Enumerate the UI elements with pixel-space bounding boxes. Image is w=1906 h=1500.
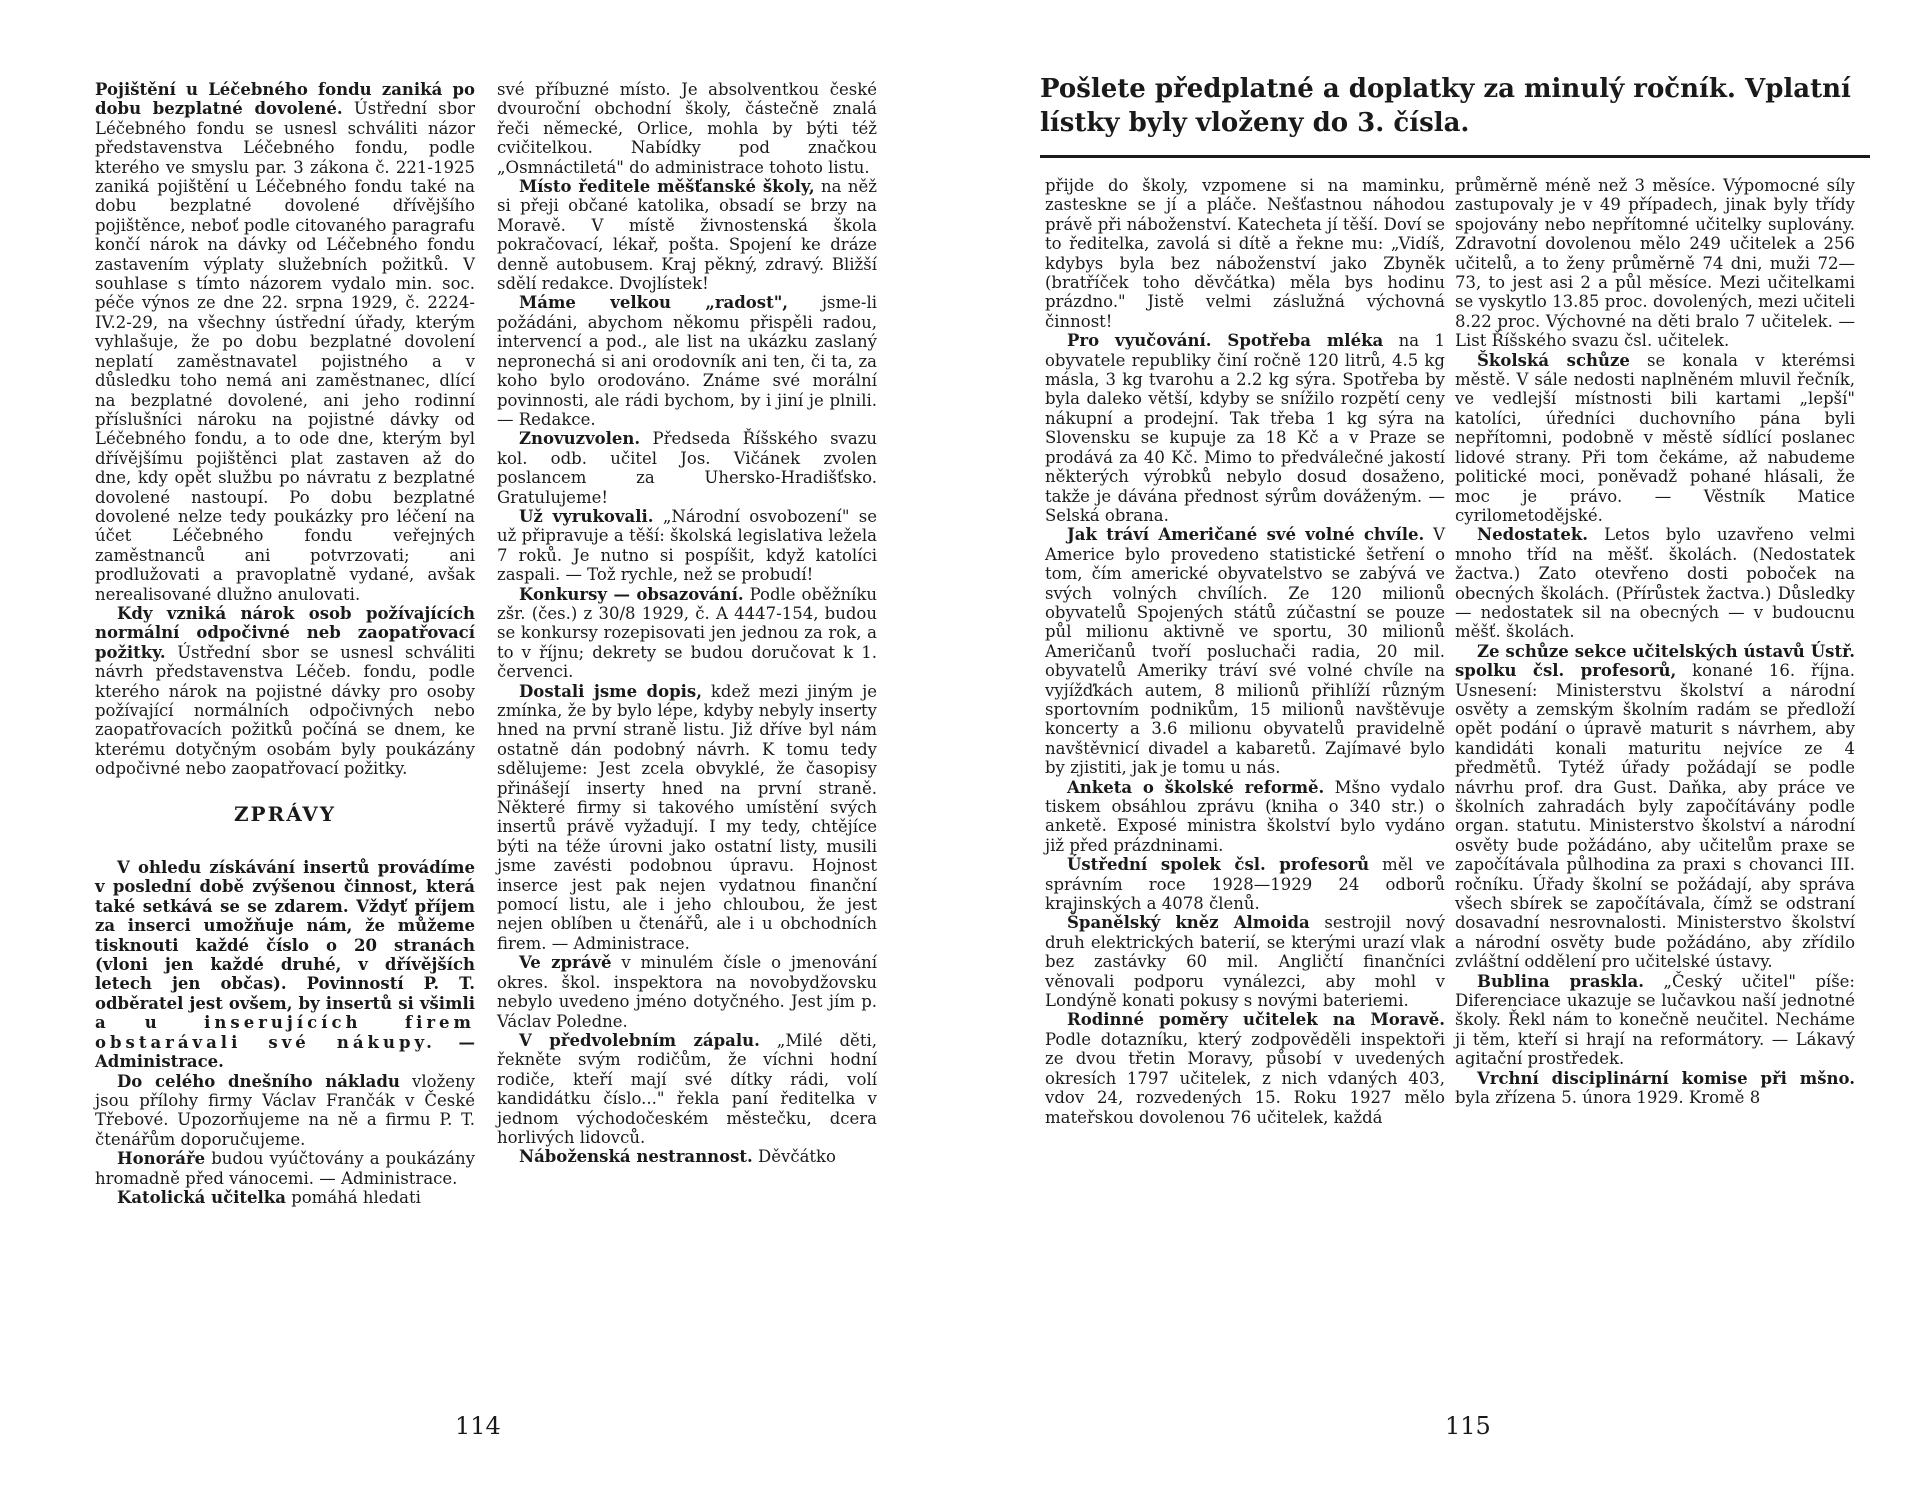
right-page bbox=[1000, 0, 1906, 1500]
section-title-zpravy: ZPRÁVY bbox=[233, 801, 337, 826]
heading-divider bbox=[1040, 155, 1870, 158]
article-school-meeting: Školská schůze se konala v kterémsi městě. V sále nedosti naplněném mluvil řečník, ve vedlejší místnosti bili kartami „lepší" katolíci, úředníci duchovního pána byli nepřítomni, podobně v městě sídlící poslanec lidové strany. Při tom čekáme, až nabudeme politické moci, poněvadž pohané hlásali, že moc je právo. — Věstník Matice cyrilometodějské. bbox=[1455, 350, 1855, 525]
article-professors: Ústřední spolek čsl. profesorů měl ve správním roce 1928—1929 24 odborů krajinských a 4078 členů. bbox=[1045, 855, 1445, 914]
notice-joy: Máme velkou „radost", jsme-li požádáni, abychom někomu přispěli radou, intervencí a pod., ale list na ukázku zaslaný nepronechá si ani orodovník ani ten, či ta, za koho bylo orodováno. Známe své morální povinnosti, ale rádi bychom, by i jiní je plnili. — Redakce. bbox=[497, 293, 878, 429]
article-bubble: Bublina praskla. „Český učitel" píše: Diferenciace ukazuje se lučavkou naší jednotné školy. Řekl nám to konečně neučitel. Necháme ji těm, kteří si hrají na reformátory. — Lákavý agitační prostředek. bbox=[1455, 971, 1855, 1069]
notice-rallied: Už vyrukovali. „Národní osvobození" se už připravuje a těší: školská legislativa ležela 7 roků. Je nutno si pospíšit, když katolíci zaspali. — Tož rychle, než se probudí! bbox=[497, 506, 877, 585]
right-page-column-2 bbox=[1455, 176, 1855, 1108]
notice-report: Ve zprávě v minulém čísle o jmenování okres. škol. inspektora na novobydžovsku nebylo uvedeno jméno dotyčného. Jest jím p. Václav Poledne. bbox=[497, 953, 877, 1031]
article-milk: Pro vyučování. Spotřeba mléka na 1 obyvatele republiky činí ročně 120 litrů, 4.5 kg másla, 3 kg tvarohu a 2.2 kg sýra. Spotřeba by byla daleko větší, kdyby se snížilo rozpětí ceny nákupní a prodejní. Tak třeba 1 kg sýra na Slovensku se kupuje za 18 Kč a v Praze se prodává za 40 Kč. Mimo to předválečné jakostí některých výrobků nebylo dosud dosaženo, takže je dávána přednost sýrům dováženým. — Selská obrana. bbox=[1045, 331, 1445, 525]
notice-supplements: Do celého dnešního nákladu vloženy jsou přílohy firmy Václav Frančák v České Třebové. Upozorňujeme na ně a firmu P. T. čtenářům doporučujeme. bbox=[95, 1071, 475, 1149]
article-commission: Vrchní disciplinární komise při mšno. byla zřízena 5. února 1929. Kromě 8 bbox=[1455, 1068, 1855, 1108]
right-page-column-1 bbox=[1045, 176, 1445, 1127]
left-page-column-2 bbox=[497, 80, 877, 1167]
notice-election: V předvolebním zápalu. „Milé děti, řekněte svým rodičům, že víchni hodní rodiče, kteří mají své dítky rádi, volí kandidátku číslo..." řekla paní ředitelka v jednom východočeském městečku, dcera horlivých lidovců. bbox=[497, 1030, 877, 1147]
article-continuation: přijde do školy, vzpomene si na maminku, zasteskne se jí a pláče. Nešťastnou náhodou právě při náboženství. Katecheta jí těší. Doví se to ředitelka, zavolá si dítě a řekne mu: „Vidíš, kdybys byla bez náboženství jako Zbyněk (bratříček toho děvčátka) měla bys hodinu prázdno." Jistě velmi záslužná výchovná činnost! bbox=[1045, 176, 1445, 331]
article-entitlement: Kdy vzniká nárok osob požívajících normální odpočivné neb zaopatřovací požitky. Ústřední sbor se usnesl schváliti návrh představenstva Léčeb. fondu, podle kterého nárok na pojistné dávky pro osoby požívající normálních odpočivných nebo zaopatřovacích požitků počíná se dnem, ke kterému dotyčným osobám byly poukázány odpočivné nebo zaopatřovací požitky. bbox=[95, 603, 476, 779]
article-continuation-2: průměrně méně než 3 měsíce. Výpomocné síly zastupovaly je v 49 případech, jinak byly třídy spojovány nebo nepřítomné učitelky suplovány. Zdravotní dovolenou mělo 249 učitelek a 256 učitelů, a to ženy průměrně 74 dni, muži 72—73, to jest asi 2 a půl měsíce. Mezi učitelkami se vyskytlo 13.85 proc. dovolených, mezi učiteli 8.22 proc. Výchovné na děti bralo 7 učitelek. — List Říšského svazu čsl. učitelek. bbox=[1455, 176, 1855, 351]
article-school-reform: Anketa o školské reformě. Mšno vydalo tiskem obsáhlou zprávu (kniha o 340 str.) o anketě. Exposé ministra školství bylo vydáno již před prázdninami. bbox=[1045, 777, 1446, 855]
article-shortage: Nedostatek. Letos bylo uzavřeno velmi mnoho tříd na měšť. školách. (Nedostatek žactva.) Zato otevřeno dosti poboček na obecných školách. (Přírůstek žactva.) Důsledky — nedostatek sil na obecných — v budoucnu měšť. školách. bbox=[1455, 525, 1856, 642]
notice-reelected: Znovuzvolen. Předseda Říšského svazu kol. odb. učitel Jos. Vičánek zvolen poslancem za Uhersko-Hradišťsko. Gratulujeme! bbox=[497, 429, 878, 507]
article-americans: Jak tráví Američané své volné chvíle. V Americe bylo provedeno statistické šetření o tom, čím americké obyvatelstvo se zabývá ve svých volných chvílích. Ze 120 milionů obyvatelů Spojených států zúčastní se pouze půl milionu aktivně ve sportu, 30 milionů Američanů tvoří posluchači radia, 20 mil. obyvatelů Ameriky tráví své volné chvíle na vyjížďkách autem, 8 milionů přihlíží různým sportovním podnikům, 15 milionů navštěvuje koncerty a 3.6 milionu obyvatelů pravidelně navštěvnicí divadel a kabaretů. Zajímavé bylo by zjistiti, jak je tomu u nás. bbox=[1045, 525, 1446, 778]
article-priest: Španělský kněz Almoida sestrojil nový druh elektrických baterií, se kterými urazí vlak bez zastávky 60 mil. Angličtí finančníci věnovali podporu vynálezci, aby mohl v Londýně konati pokusy s novými bateriemi. bbox=[1045, 913, 1445, 1011]
notice-neutrality: Náboženská nestrannost. Děvčátko bbox=[519, 1147, 836, 1167]
notice-catholic-teacher: Katolická učitelka pomáhá hledati bbox=[117, 1187, 421, 1207]
article-insurance: Pojištění u Léčebného fondu zaniká po dobu bezplatné dovolené. Ústřední sbor Léčebného fondu se usnesl schváliti názor představenstva Léčebného fondu, podle kterého ve smyslu par. 3 zákona č. 221-1925 zaniká pojištění u Léčebného fondu také na dobu bezplatné dovolené dřívějšího pojištěnce, neboť podle citovaného paragrafu končí nárok na dávky od Léčebného fondu zastavením výplaty služebních požitků. V souhlase s tímto názorem vydalo min. soc. péče výnos ze dne 22. srpna 1929, č. 2224-IV.2-29, na všechny ústřední úřady, kterým vyhlašuje, že po dobu bezplatné dovolení neplatí zaměstnavatel pojistného a v důsledku toho nemá ani zaměstnanec, dlící na bezplatné dovolené, ani jeho rodinní příslušníci nároku na pojistné dávky od Léčebného fondu, a to ode dne, kterým byl dřívějšímu pojištěnci plat zastaven až do dne, kdy opět službu po návratu z bezplatné dovolené nastoupí. Po dobu bezplatné dovolené nelze tedy poukázky pro léčení na účet Léčebného fondu veřejných zaměstnanců ani potvrzovati; ani prodlužovati a pravoplatně vydané, avšak nerealisované dlužno anulovati. bbox=[95, 80, 475, 604]
notice-competitions: Konkursy — obsazování. Podle oběžníku zšr. (čes.) z 30/8 1929, č. A 4447-154, budou se konkursy rozepisovati jen jednou za rok, a to v říjnu; dekrety se budou doručovat k 1. červenci. bbox=[497, 584, 877, 682]
page-number: 115 bbox=[1445, 1412, 1491, 1440]
article-family: Rodinné poměry učitelek na Moravě. Podle dotazníku, který zodpověděli inspektoři ze dvou třetin Moravy, působí v uvedených okresích 1797 učitelek, z nich vdaných 403, vdov 24, rozvedených 15. Roku 1927 mělo mateřskou dovolenou 76 učitelek, každá bbox=[1045, 1010, 1445, 1127]
page-heading: Pošlete předplatné a doplatky za minulý ročník. Vplatní lístky byly vloženy do 3. čísla. bbox=[1040, 74, 1851, 138]
article-section-meeting: Ze schůze sekce učitelských ústavů Ústř. spolku čsl. profesorů, konané 16. října. Usnesení: Ministerstvu školství a národní osvěty a zemským školním radám se předloží opět podání o úpravě maturit s návrhem, aby kandidáti konali maturitu nejvíce ze 4 předmětů. Tytéž úřady požádají se podle návrhu prof. dra Gust. Daňka, aby práce ve školních zahradách byly započítávány podle organ. statutu. Ministerstvo školství a národní osvěty bude požádáno, aby učitelům praxe se započítávala půlhodina za praxi s chovanci III. ročníku. Úřady školní se požádají, aby správa všech sbírek se započítávala, čímž se odstraní dosavadní nesrovnalosti. Ministerstvo školství a národní osvěty bude požádáno, aby zřídilo zvláštní oddělení pro učitelské ústavy. bbox=[1455, 641, 1855, 972]
notice-letter: Dostali jsme dopis, kdež mezi jiným je zmínka, že by bylo lépe, kdyby nebyly inserty hned na první straně listu. Již dříve byl nám ostatně dán podobný návrh. K tomu tedy sdělujeme: Jest zcela obvyklé, že časopisy přinášejí inserty hned na první straně. Některé firmy si takového umístění svých insertů právě vyžadují. I my tedy, chtějíce býti na téže úrovni jako ostatní listy, musili jsme zavésti podobnou úpravu. Hojnost inserce jest pak nejen vydatnou finanční pomocí listu, ale i jeho chloubou, že jest nejen oblíben u čtenářů, ale i u obchodních firem. — Administrace. bbox=[497, 681, 877, 953]
notice-inserts: V ohledu získávání insertů provádíme v poslední době zvýšenou činnost, která také setkává se se zdarem. Vždyť příjem za inserci umožňuje nám, že můžeme tisknouti každé číslo o 20 stranách (vloni jen každé druhé, v dřívějších letech jen občas). Povinností P. T. odběratel jest ovšem, by insertů si všimli a u inserujících firem obstarávali své nákupy. — Administrace. bbox=[95, 858, 475, 1072]
left-page bbox=[0, 0, 950, 1500]
notice-headmaster: Místo ředitele měšťanské školy, na něž si přeji občané katolika, obsadí se brzy na Moravě. V místě živnostenská škola pokračovací, lékař, pošta. Spojení ke dráze denně autobusem. Kraj pěkný, zdravý. Bližší sdělí redakce. Dvojlístek! bbox=[497, 177, 877, 294]
notice-continuation: své příbuzné místo. Je absolventkou české dvouroční obchodní školy, částečně znalá řeči německé, Orlice, mohla by býti též cvičitelkou. Nabídky pod značkou „Osmnáctiletá" do administrace tohoto listu. bbox=[497, 80, 877, 177]
notice-fees: Honoráře budou vyúčtovány a poukázány hromadně před vánocemi. — Administrace. bbox=[95, 1149, 475, 1188]
left-page-column-1 bbox=[95, 80, 475, 1207]
page-number: 114 bbox=[455, 1412, 501, 1440]
